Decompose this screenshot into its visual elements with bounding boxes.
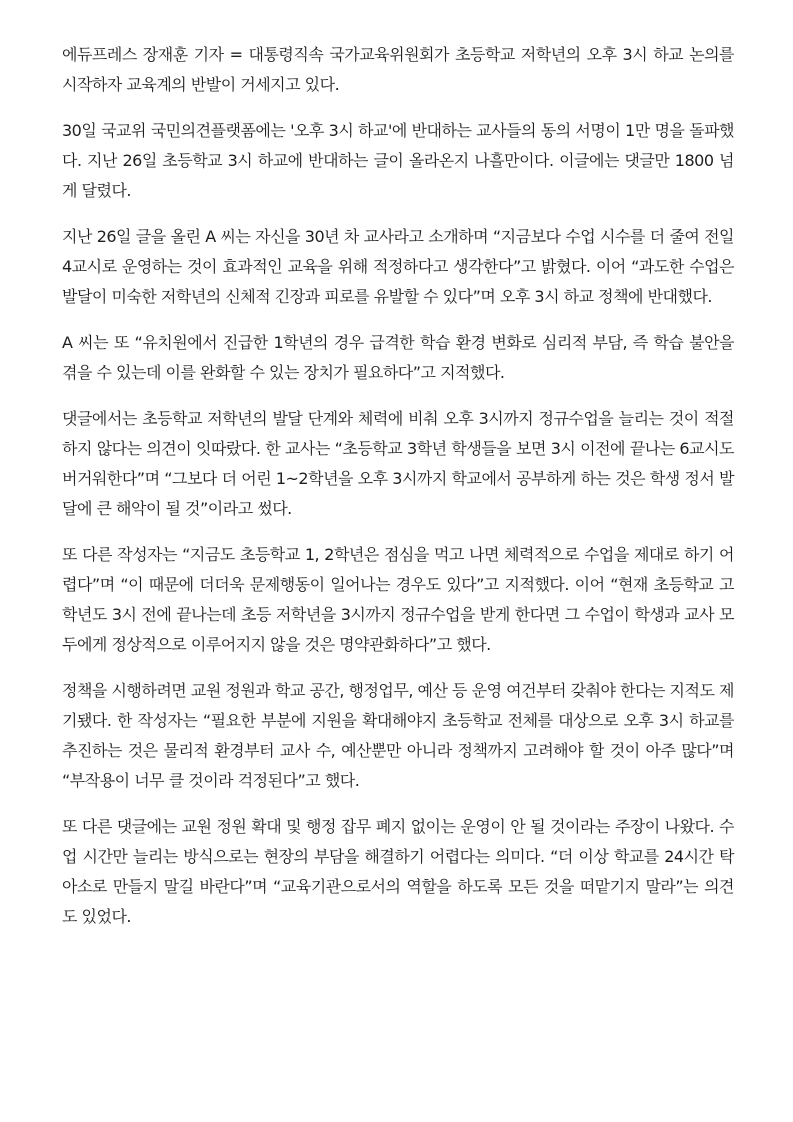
paragraph: 지난 26일 글을 올린 A 씨는 자신을 30년 차 교사라고 소개하며 “지금보다 수업 시수를 더 줄여 전일 4교시로 운영하는 것이 효과적인 교육을 위해 적정하다고 생각한다”고 밝혔다. 이어 “과도한 수업은 발달이 미숙한 저학년의 신체적 긴장과 피로를 유발할 수 있다”며 오후 3시 하교 정책에 반대했다.	[62, 227, 734, 306]
paragraph-lead: 에듀프레스 장재훈 기자 = 대통령직속 국가교육위원회가 초등학교 저학년의 오후 3시 하교 논의를 시작하자 교육계의 반발이 거세지고 있다.	[62, 45, 734, 94]
paragraph: 30일 국교위 국민의견플랫폼에는 '오후 3시 하교'에 반대하는 교사들의 동의 서명이 1만 명을 돌파했다. 지난 26일 초등학교 3시 하교에 반대하는 글이 올라온지 나흘만이다. 이글에는 댓글만 1800 넘게 달렸다.	[62, 121, 734, 200]
paragraph: 또 다른 댓글에는 교원 정원 확대 및 행정 잡무 폐지 없이는 운영이 안 될 것이라는 주장이 나왔다. 수업 시간만 늘리는 방식으로는 현장의 부담을 해결하기 어렵다는 의미다. “더 이상 학교를 24시간 탁아소로 만들지 말길 바란다”며 “교육기관으로서의 역할을 하도록 모든 것을 떠맡기지 말라”는 의견도 있었다.	[62, 817, 734, 926]
article-body	[62, 40, 734, 948]
paragraph: 또 다른 작성자는 “지금도 초등학교 1, 2학년은 점심을 먹고 나면 체력적으로 수업을 제대로 하기 어렵다”며 “이 때문에 더더욱 문제행동이 일어나는 경우도 있다”고 지적했다. 이어 “현재 초등학교 고학년도 3시 전에 끝나는데 초등 저학년을 3시까지 정규수업을 받게 한다면 그 수업이 학생과 교사 모두에게 정상적으로 이루어지지 않을 것은 명약관화하다”고 했다.	[62, 545, 734, 654]
paragraph: A 씨는 또 “유치원에서 진급한 1학년의 경우 급격한 학습 환경 변화로 심리적 부담, 즉 학습 불안을 겪을 수 있는데 이를 완화할 수 있는 장치가 필요하다”고 지적했다.	[62, 333, 734, 382]
paragraph: 정책을 시행하려면 교원 정원과 학교 공간, 행정업무, 예산 등 운영 여건부터 갖춰야 한다는 지적도 제기됐다. 한 작성자는 “필요한 부분에 지원을 확대해야지 초등학교 전체를 대상으로 오후 3시 하교를 추진하는 것은 물리적 환경부터 교사 수, 예산뿐만 아니라 정책까지 고려해야 할 것이 아주 많다”며 “부작용이 너무 클 것이라 걱정된다”고 했다.	[62, 681, 734, 790]
paragraph: 댓글에서는 초등학교 저학년의 발달 단계와 체력에 비춰 오후 3시까지 정규수업을 늘리는 것이 적절하지 않다는 의견이 잇따랐다. 한 교사는 “초등학교 3학년 학생들을 보면 3시 이전에 끝나는 6교시도 버거워한다”며 “그보다 더 어린 1~2학년을 오후 3시까지 학교에서 공부하게 하는 것은 학생 정서 발달에 큰 해악이 될 것”이라고 썼다.	[62, 409, 734, 518]
